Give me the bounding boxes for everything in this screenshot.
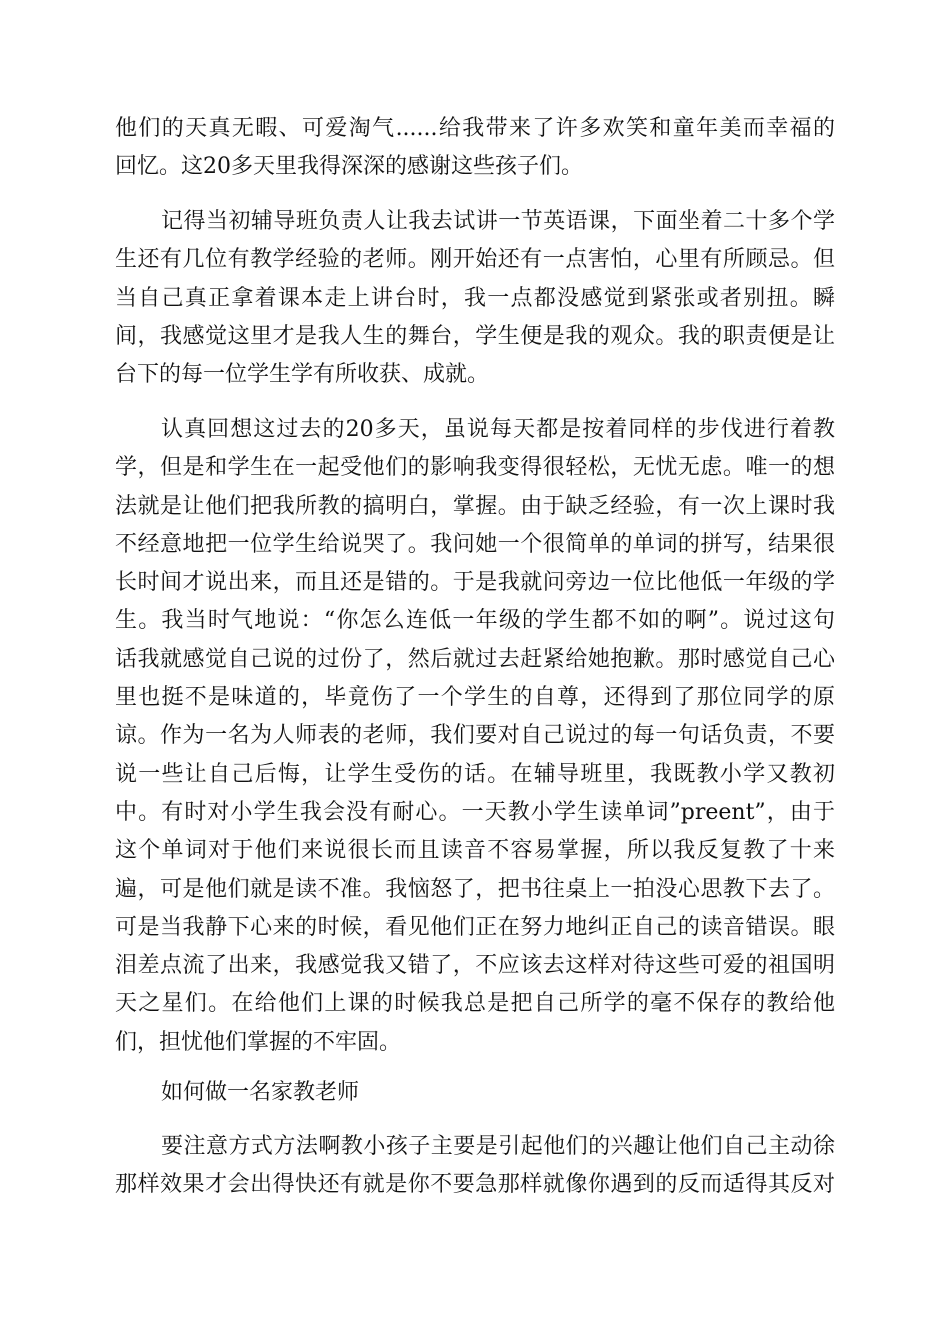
text-line: 间，我感觉这里才是我人生的舞台，学生便是我的观众。我的职责便是让 xyxy=(115,323,835,349)
paragraph-3 xyxy=(115,411,835,1062)
paragraph-2 xyxy=(115,203,835,394)
text-line: 天之星们。在给他们上课的时候我总是把自己所学的毫不保存的教给他 xyxy=(115,991,835,1017)
text-line: 生还有几位有教学经验的老师。刚开始还有一点害怕，心里有所顾忌。但 xyxy=(115,247,835,273)
paragraph-5 xyxy=(115,1128,835,1205)
section-heading xyxy=(115,1074,835,1112)
text-line: 遍，可是他们就是读不准。我恼怒了，把书往桌上一拍没心思教下去了。 xyxy=(115,876,835,902)
paragraph-1 xyxy=(115,110,835,187)
text-line: 里也挺不是味道的，毕竟伤了一个学生的自尊，还得到了那位同学的原 xyxy=(115,685,835,711)
text-line: 谅。作为一名为人师表的老师，我们要对自己说过的每一句话负责，不要 xyxy=(115,723,835,749)
text-line: 这个单词对于他们来说很长而且读音不容易掌握，所以我反复教了十来 xyxy=(115,838,835,864)
text-line: 记得当初辅导班负责人让我去试讲一节英语课，下面坐着二十多个学 xyxy=(161,209,835,234)
text-line: 说一些让自己后悔，让学生受伤的话。在辅导班里，我既教小学又教初 xyxy=(115,761,835,787)
text-line: 法就是让他们把我所教的搞明白，掌握。由于缺乏经验，有一次上课时我 xyxy=(115,493,835,519)
text-line: 要注意方式方法啊教小孩子主要是引起他们的兴趣让他们自己主动徐 xyxy=(161,1134,835,1159)
text-line: 中。有时对小学生我会没有耐心。一天教小学生读单词”preent”，由于 xyxy=(115,799,835,825)
text-line: 那样效果才会出得快还有就是你不要急那样就像你遇到的反而适得其反对 xyxy=(115,1172,835,1198)
text-line: 不经意地把一位学生给说哭了。我问她一个很简单的单词的拼写，结果很 xyxy=(115,531,835,557)
text-line: 回忆。这20多天里我得深深的感谢这些孩子们。 xyxy=(115,154,583,180)
text-line: 他们的天真无暇、可爱淘气......给我带来了许多欢笑和童年美而幸福的 xyxy=(115,116,835,141)
text-line: 学，但是和学生在一起受他们的影响我变得很轻松，无忧无虑。唯一的想 xyxy=(115,455,835,481)
text-line: 泪差点流了出来，我感觉我又错了，不应该去这样对待这些可爱的祖国明 xyxy=(115,953,835,979)
text-line: 长时间才说出来，而且还是错的。于是我就问旁边一位比他低一年级的学 xyxy=(115,570,835,596)
text-line: 话我就感觉自己说的过份了，然后就过去赶紧给她抱歉。那时感觉自己心 xyxy=(115,646,835,672)
text-line: 当自己真正拿着课本走上讲台时，我一点都没感觉到紧张或者别扭。瞬 xyxy=(115,285,835,311)
text-line: 生。我当时气地说：“你怎么连低一年级的学生都不如的啊”。说过这句 xyxy=(115,608,835,634)
text-line: 可是当我静下心来的时候，看见他们正在努力地纠正自己的读音错误。眼 xyxy=(115,914,835,940)
text-line: 台下的每一位学生学有所收获、成就。 xyxy=(115,362,490,388)
text-line: 们，担忧他们掌握的不牢固。 xyxy=(115,1029,402,1055)
heading-text: 如何做一名家教老师 xyxy=(161,1080,360,1105)
text-line: 认真回想这过去的20多天，虽说每天都是按着同样的步伐进行着教 xyxy=(161,417,835,442)
